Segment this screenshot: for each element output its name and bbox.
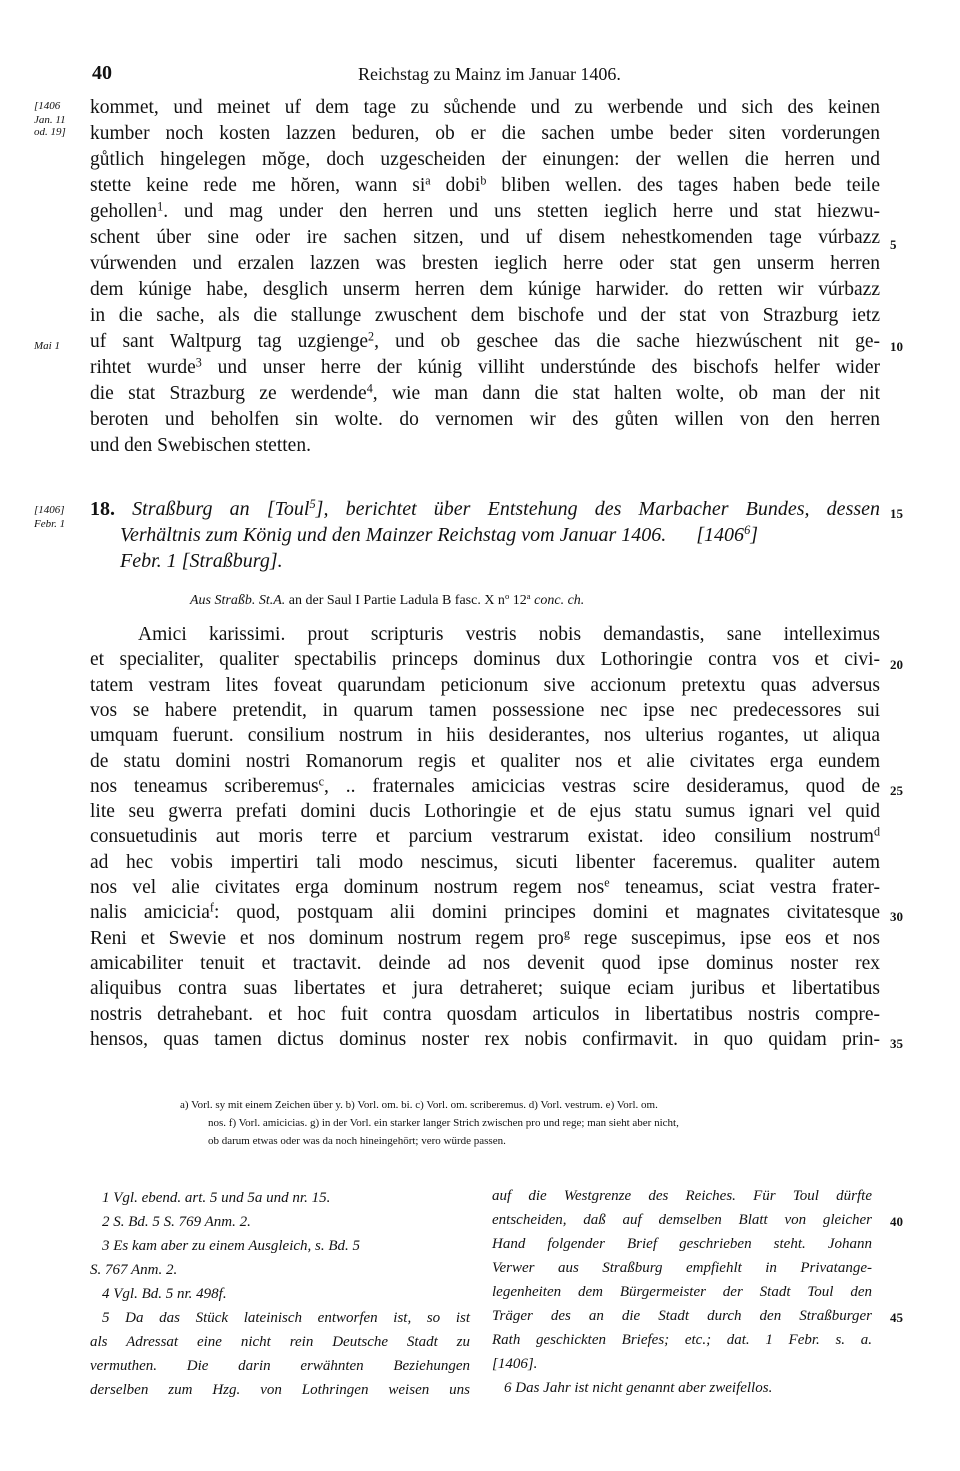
- text-line: consuetudinis aut moris terre et parcium vestrarum existat. ideo consilium nostrum$^d$: [90, 824, 880, 848]
- footnote-line: 4 Vgl. Bd. 5 nr. 498f.: [102, 1286, 227, 1302]
- text-line: stette keine rede me hŏren, wann $si^a$ dobi$^b$ bliben wellen. des tages haben bede teile: [90, 173, 880, 196]
- text-line: beroten und beholfen sin wolte. do vernomen wir des gůten willen von den herren: [90, 409, 880, 430]
- variant-note-line: ob darum etwas oder was da noch hineingehört; vero würde passen.: [208, 1135, 506, 1147]
- text-line: Amici karissimi. prout scripturis vestris nobis demandastis, sane intelleximus: [138, 624, 880, 645]
- margin-date-1406-doc: [1406]: [34, 504, 65, 516]
- line-number-15: 15: [890, 506, 903, 521]
- footnote-line: [1406].: [492, 1356, 538, 1372]
- variant-note-line: nos. f) Vorl. amicicias. g) in der Vorl. ein starker langer Strich zwischen pro und rege; man sieht aber nicht,: [208, 1117, 679, 1129]
- footnote-line: als Adressat eine nicht rein Deutsche Stadt zu: [90, 1334, 470, 1350]
- footnote-line: 2 S. Bd. 5 S. 769 Anm. 2.: [102, 1214, 251, 1230]
- margin-date-febr: Febr. 1: [34, 518, 66, 530]
- source-reference: Aus Straßb. St.A. an der Saul I Partie Ladula B fasc. X $n^o$ 12$^a$ conc. ch.: [190, 591, 585, 608]
- text-line: und den Swebischen stetten.: [90, 435, 311, 456]
- margin-date-mai: Mai 1: [34, 340, 60, 352]
- footnote-line: entscheiden, daß auf demselben Blatt von gleicher: [492, 1212, 872, 1228]
- line-number-5: 5: [890, 237, 897, 252]
- footnote-line: 6 Das Jahr ist nicht genannt aber zweifellos.: [504, 1380, 773, 1396]
- line-number-10: 10: [890, 339, 903, 354]
- text-line: hensos, quas tamen dictus dominus noster rex nobis confirmavit. in quo quidam prin-: [90, 1028, 880, 1050]
- running-title: Reichstag zu Mainz im Januar 1406.: [358, 64, 621, 84]
- text-line: vos se habere pretendit, in quarum tamen possessione nec ipse nec predecessores sui: [90, 699, 880, 721]
- text-line: ad hec vobis impertiri tali modo nescimus, sicuti libenter faceremus. qualiter autem: [90, 851, 880, 873]
- line-number-45: 45: [890, 1310, 903, 1325]
- page-header: [0, 62, 960, 86]
- text-line: rihtet wurde$^3$ und unser herre der kúnig villiht understúnde des bischofs helfer wider: [90, 355, 880, 378]
- text-line: nos vel alie civitates erga dominum nostrum regem nos$^e$ teneamus, sciat vestra frater-: [90, 875, 881, 898]
- footnote-line: Verwer aus Straßburg empfiehlt in Privatange-: [492, 1260, 872, 1276]
- text-line: kommet, und meinet uf dem tage zu sůchende und zu werbende und sich des keinen: [90, 97, 880, 118]
- text-line: Reni et Swevie et nos dominum nostrum regem pro$^g$ rege suscepimus, ipse eos et nos: [90, 925, 880, 949]
- document-number: 18.: [90, 498, 115, 520]
- text-line: nostris detrahebant. et hoc fuit contra quosdam articulos in libertatibus nostris compre-: [90, 1003, 880, 1025]
- margin-date-od: od. 19]: [34, 126, 66, 138]
- footnote-line: 1 Vgl. ebend. art. 5 und 5a und nr. 15.: [102, 1190, 331, 1206]
- text-line: umquam fuerunt. consilium nostrum in hiis desiderantes, nos ulterius rogantes, ut aliqua: [90, 725, 880, 747]
- margin-date-1406: [1406: [34, 100, 61, 112]
- line-number-30: 30: [890, 909, 903, 924]
- heading-line: 18. Straßburg an [Toul$^5$], berichtet über Entstehung des Marbacher Bundes, dessen: [90, 497, 881, 520]
- text-line: vúrwenden und erzalen lazzen was bresten ieglich herre oder stat gen unserm herren: [90, 253, 880, 274]
- text-line: gehollen$^1$. und mag under den herren und uns stetten ieglich herre und stat hiezwu-: [90, 199, 880, 222]
- footnote-line: S. 767 Anm. 2.: [90, 1262, 178, 1278]
- text-line: tatem vestram lites foveat quarundam peticionum sive accionum pretextu quas adversus: [90, 674, 880, 696]
- line-number-40: 40: [890, 1214, 903, 1229]
- text-line: kumber noch kosten lazzen beduren, ob er die sachen umbe beder siten vorderungen: [90, 123, 880, 144]
- text-line: lite seu gwerra prefati domini ducis Lothoringie et de ejus statu sumus ignari vel quid: [90, 801, 880, 823]
- footnote-line: Hand folgender Brief geschrieben steht. Johann: [492, 1236, 872, 1252]
- page-number: 40: [92, 62, 112, 84]
- text-line: aliquibus contra suas libertates et jura detraheret; suique eciam juribus et libertatibus: [90, 978, 880, 1000]
- footnote-line: legenheiten dem Bürgermeister der Stadt Toul den: [492, 1284, 872, 1300]
- margin-date-jan: Jan. 11: [34, 114, 66, 126]
- text-line: amicabiliter tenuit et tractavit. deinde ad nos devenit quod ipse dominus noster rex: [90, 952, 880, 974]
- heading-line: Verhältnis zum König und den Mainzer Reichstag vom Januar 1406. [1406$^6$]: [120, 523, 759, 546]
- footnote-line: Träger des an die Stadt durch den Straßburger: [492, 1308, 872, 1324]
- text-line: die stat Strazburg ze werdende$^4$, wie man dann die stat halten wolte, ob man der nit: [90, 381, 881, 404]
- text-line: et specialiter, qualiter spectabilis princeps dominus dux Lothoringie contra vos et civi-: [90, 649, 880, 671]
- variant-note-line: a) Vorl. sy mit einem Zeichen über y. b) Vorl. om. bi. c) Vorl. om. scriberemus. d) Vorl. vestrum. e) Vorl. om.: [180, 1099, 658, 1111]
- text-line: schent úber sine oder ire sachen sitzen, und uf disem nehestkomenden tage vúrbazz: [90, 227, 880, 248]
- line-number-20: 20: [890, 657, 903, 672]
- text-line: dem kúnige habe, desglich unserm herren dem kúnige harwider. do retten wir vúrbazz: [90, 279, 880, 300]
- footnote-line: derselben zum Hzg. von Lothringen weisen uns: [90, 1382, 470, 1398]
- footnote-line: 5 Da das Stück lateinisch entworfen ist, so ist: [102, 1310, 470, 1326]
- footnote-line: vermuthen. Die darin erwähnten Beziehungen: [90, 1358, 470, 1374]
- text-line: nos teneamus scriberemus$^c$, .. fraternales amicicias vestras scire desideramus, quod de: [90, 774, 880, 797]
- line-number-25: 25: [890, 783, 903, 798]
- footnote-line: auf die Westgrenze des Reiches. Für Toul dürfte: [492, 1188, 872, 1204]
- footnote-line: Rath geschickten Briefes; etc.; dat. 1 Febr. s. a.: [492, 1332, 872, 1348]
- text-line: uf sant Waltpurg tag uzgienge$^2$, und ob geschee das die sache hiezwúschent nit ge-: [90, 329, 880, 352]
- text-line: in die sache, als die stallunge zwuschent dem bischofe und der stat von Strazburg ietz: [90, 305, 880, 326]
- line-number-35: 35: [890, 1036, 903, 1051]
- text-line: gůtlich hingelegen mŏge, doch uzgescheiden der einungen: der wellen die herren und: [90, 149, 880, 170]
- text-line: de statu domini nostri Romanorum regis et qualiter nos et alie civitates erga eundem: [90, 750, 880, 772]
- footnote-line: 3 Es kam aber zu einem Ausgleich, s. Bd. 5: [102, 1238, 361, 1254]
- heading-line: Febr. 1 [Straßburg].: [120, 550, 283, 572]
- text-line: nalis amicicia$^f$: quod, postquam alii domini principes domini et magnates civitatesque: [90, 900, 881, 924]
